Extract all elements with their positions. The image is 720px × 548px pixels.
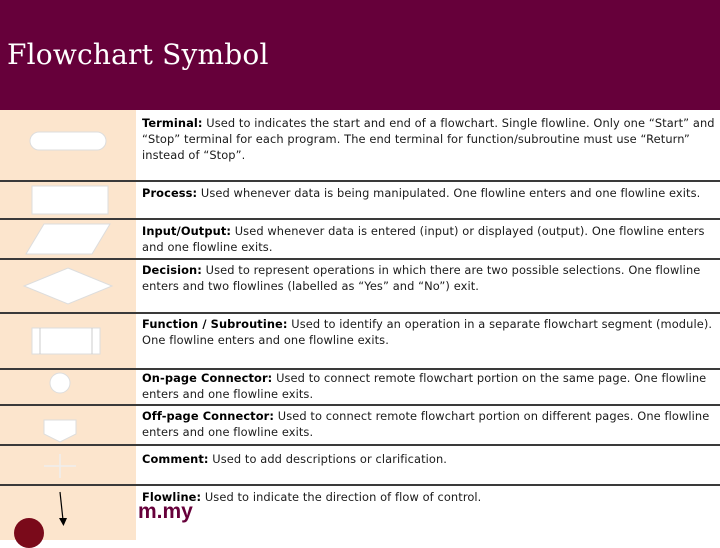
row-text: Used to add descriptions or clarification. (208, 452, 448, 466)
row-description (142, 451, 716, 467)
off-page-connector-symbol (0, 406, 136, 444)
row-text: Used to connect remote flowchart portion on different pages. One flowline enters and one flowline exits. (142, 409, 710, 439)
row-description (142, 316, 716, 348)
row-text: Used whenever data is entered (input) or displayed (output). One flowline enters and one flowline exits. (142, 224, 705, 254)
row-name: Decision: (142, 263, 202, 277)
row-text: Used to indicate the direction of flow of control. (201, 490, 482, 504)
process-symbol (0, 182, 136, 218)
row-name: On-page Connector: (142, 371, 273, 385)
row-off-page-connector (0, 406, 720, 444)
row-input-output (0, 220, 720, 258)
row-description (142, 489, 716, 505)
row-description (142, 223, 716, 255)
row-text: Used to indicates the start and end of a flowchart. Single flowline. Only one “Start” and “Stop” terminal for each program. The end terminal for function/subroutine must use “Return” instead of “Stop”. (142, 116, 715, 162)
on-page-connector-symbol (0, 370, 136, 404)
row-name: Process: (142, 186, 198, 200)
subroutine-symbol (0, 314, 136, 368)
row-decision (0, 260, 720, 312)
row-text: Used whenever data is being manipulated. One flowline enters and one flowline exits. (197, 186, 701, 200)
page-title: Flowchart Symbol (7, 38, 269, 71)
logo-emblem (14, 518, 44, 548)
comment-symbol (0, 446, 136, 484)
row-terminal (0, 112, 720, 180)
row-description (142, 262, 716, 294)
row-on-page-connector (0, 370, 720, 404)
row-process (0, 182, 720, 218)
row-name: Off-page Connector: (142, 409, 275, 423)
input-output-symbol (0, 220, 136, 258)
terminal-symbol (0, 112, 136, 180)
row-description (142, 115, 716, 163)
row-name: Input/Output: (142, 224, 232, 238)
row-name: Flowline: (142, 490, 202, 504)
row-text: Used to represent operations in which there are two possible selections. One flowline enters and two flowlines (labelled as “Yes” and “No”) exit. (142, 263, 701, 293)
row-description (142, 370, 716, 402)
row-comment (0, 446, 720, 484)
row-name: Function / Subroutine: (142, 317, 288, 331)
title-bar (0, 0, 720, 110)
row-text: Used to identify an operation in a separate flowchart segment (module). One flowline enters and one flowline exits. (142, 317, 713, 347)
row-flowline (0, 486, 720, 540)
row-name: Terminal: (142, 116, 203, 130)
row-description (142, 185, 716, 201)
row-text: Used to connect remote flowchart portion on the same page. One flowline enters and one flowline exits. (142, 371, 707, 401)
row-function-subroutine (0, 314, 720, 368)
footer-url-fragment: m.my (138, 500, 193, 523)
row-name: Comment: (142, 452, 209, 466)
row-description (142, 408, 716, 440)
decision-symbol (0, 260, 136, 312)
